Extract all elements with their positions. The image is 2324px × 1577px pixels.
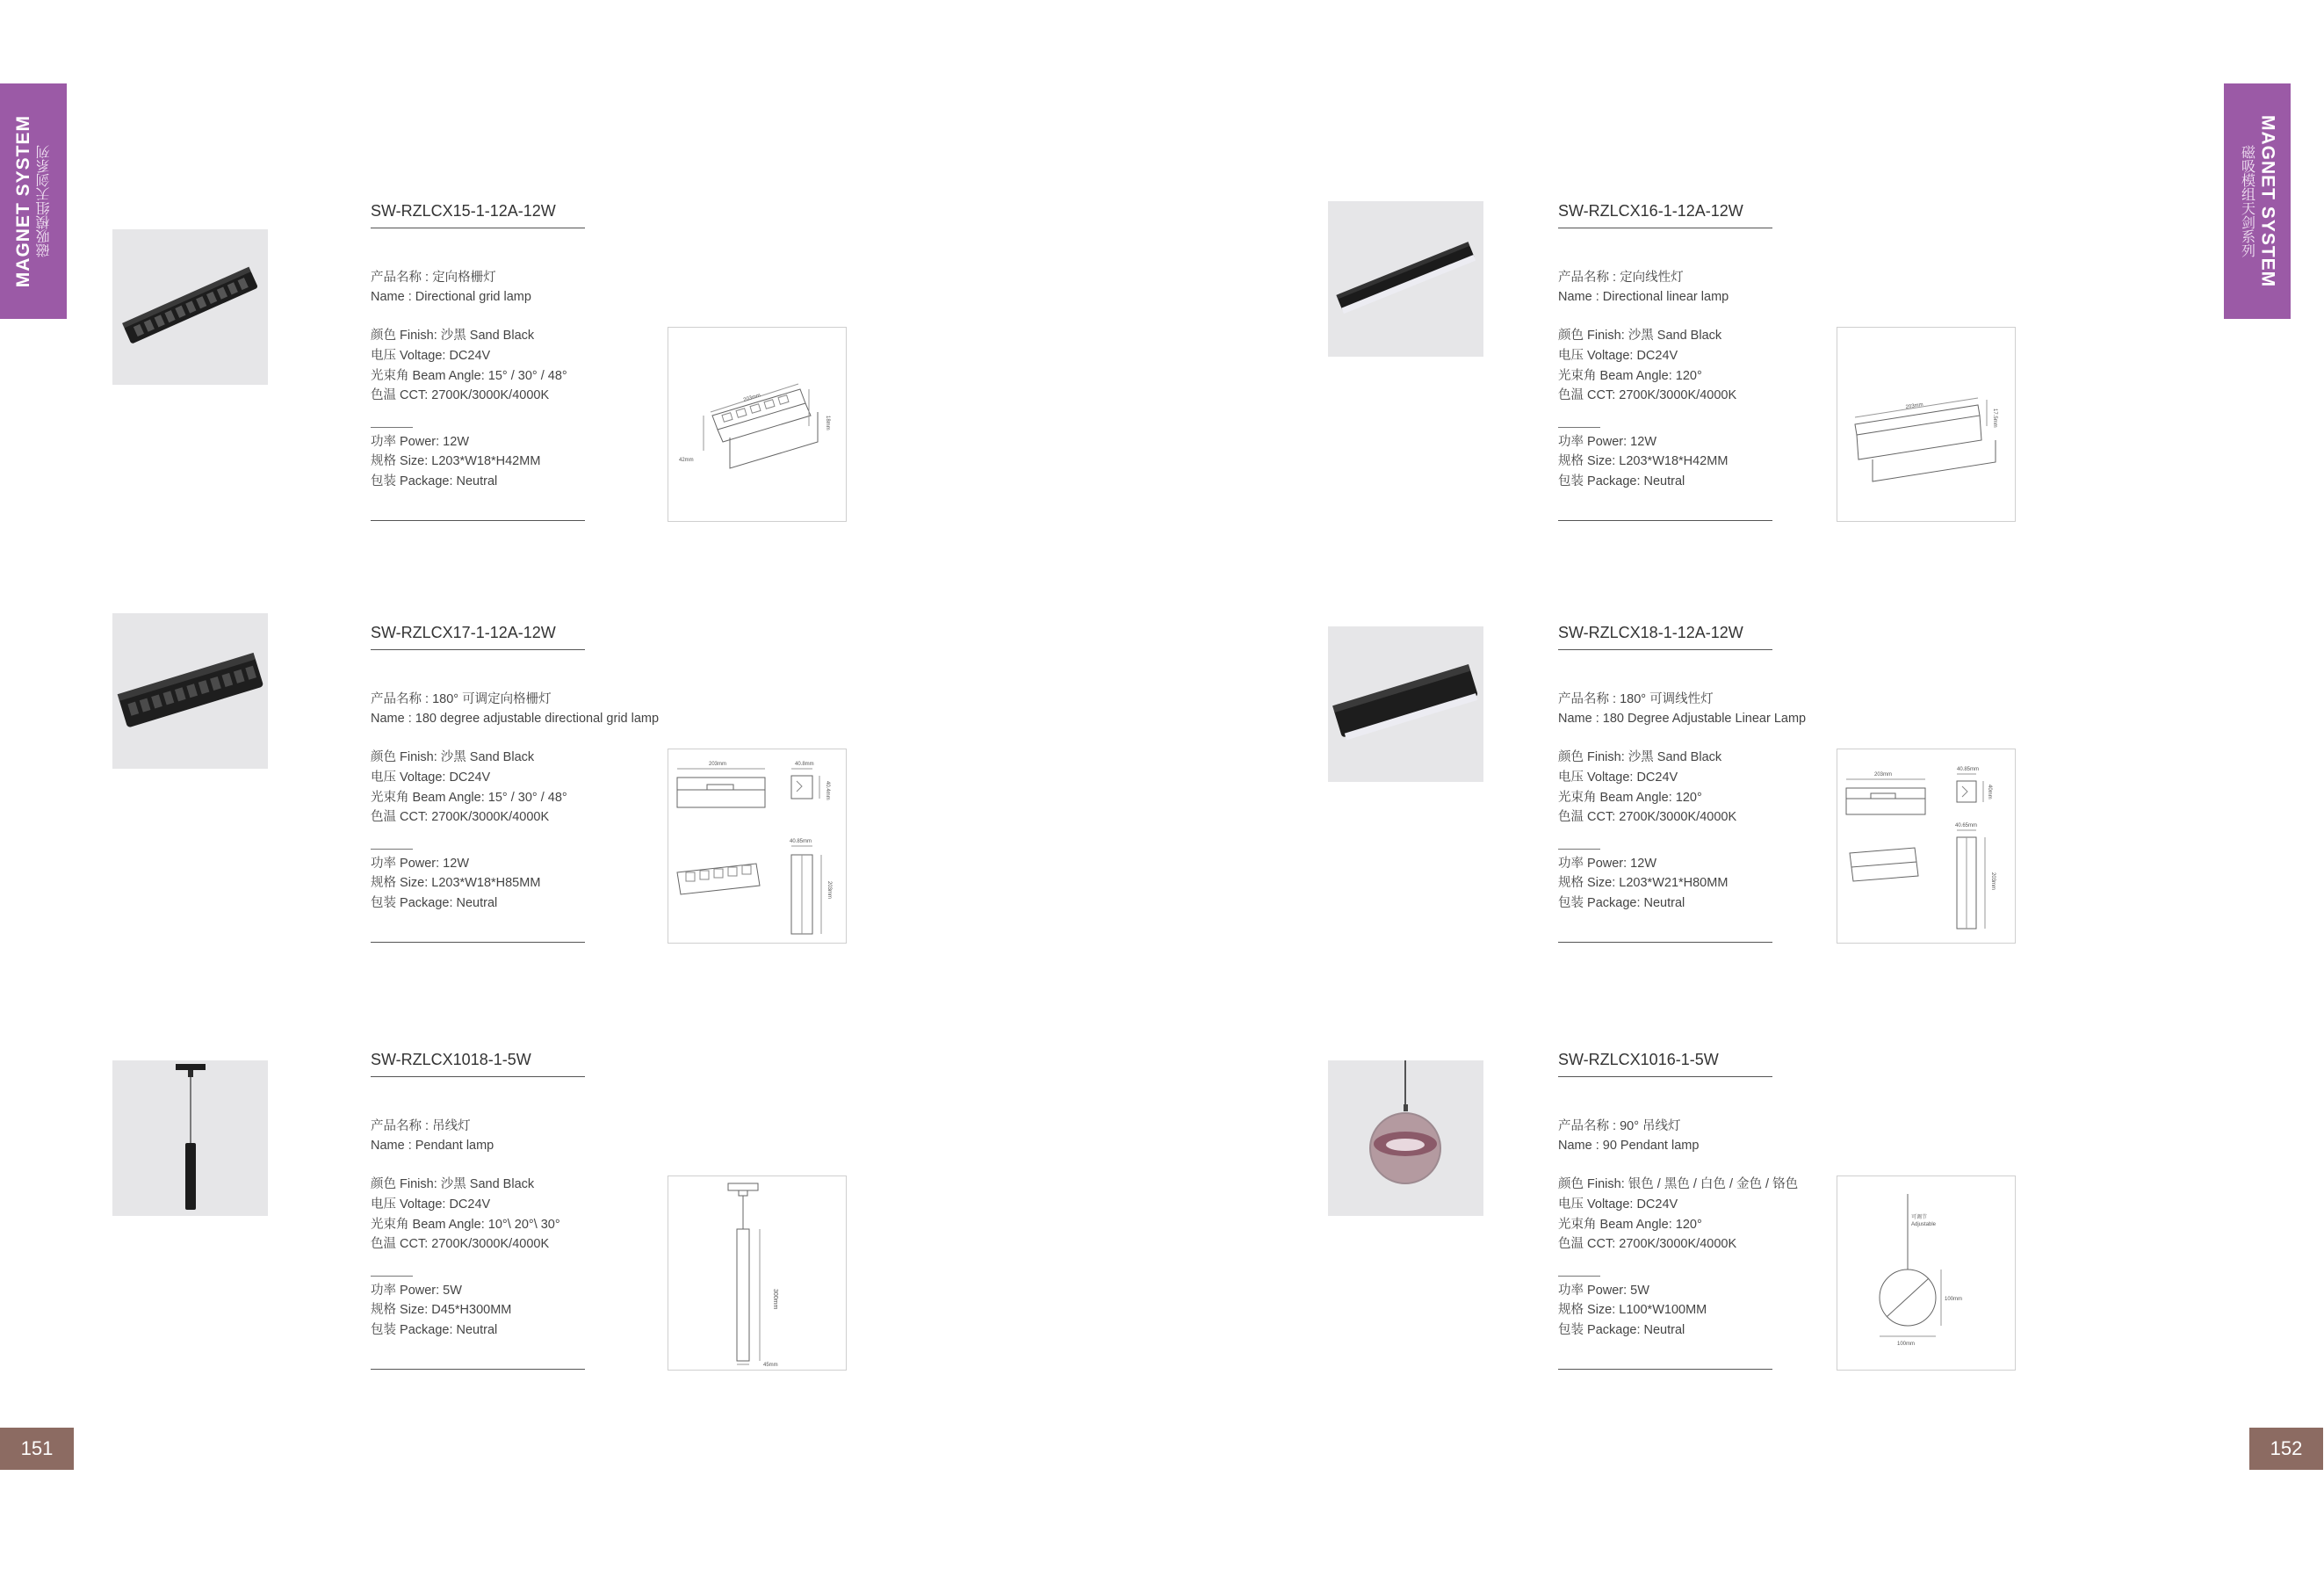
spec-package: 包装 Package: Neutral xyxy=(371,896,498,910)
dim-depth: 40.8mm xyxy=(795,762,814,767)
product-code: SW-RZLCX16-1-12A-12W xyxy=(1558,202,1743,220)
short-divider xyxy=(371,1276,413,1277)
product-code: SW-RZLCX1018-1-5W xyxy=(371,1051,531,1068)
product-name-cn: 产品名称 : 定向格栅灯 xyxy=(371,271,496,285)
spec-package: 包装 Package: Neutral xyxy=(371,1323,498,1337)
spec-voltage: 电压 Voltage: DC24V xyxy=(371,349,491,363)
spec-power: 功率 Power: 12W xyxy=(1558,857,1656,871)
spec-size: 规格 Size: L203*W18*H85MM xyxy=(371,876,541,890)
spec-beam-angle: 光束角 Beam Angle: 120° xyxy=(1558,791,1702,805)
dim-side: 40.65mm xyxy=(1955,823,1978,828)
spec-size: 规格 Size: L203*W18*H42MM xyxy=(1558,454,1729,468)
spec-finish: 颜色 Finish: 沙黑 Sand Black xyxy=(1558,750,1722,764)
divider xyxy=(371,942,585,943)
spec-beam-angle: 光束角 Beam Angle: 15° / 30° / 48° xyxy=(371,791,567,805)
dim-side: 40.85mm xyxy=(790,839,812,844)
product-name-en: Name : 180 Degree Adjustable Linear Lamp xyxy=(1558,712,1807,726)
dim-width: 17.5mm xyxy=(1992,409,1997,428)
spec-voltage: 电压 Voltage: DC24V xyxy=(1558,349,1678,363)
spec-beam-angle: 光束角 Beam Angle: 120° xyxy=(1558,1218,1702,1232)
spec-size: 规格 Size: L203*W21*H80MM xyxy=(1558,876,1729,890)
divider xyxy=(1558,1369,1772,1370)
spec-power: 功率 Power: 12W xyxy=(371,857,469,871)
spec-finish: 颜色 Finish: 沙黑 Sand Black xyxy=(371,1177,535,1191)
dim-side-length: 203mm xyxy=(1990,872,1996,891)
product-name-cn: 产品名称 : 90° 吊线灯 xyxy=(1558,1119,1681,1133)
spec-finish: 颜色 Finish: 沙黑 Sand Black xyxy=(1558,329,1722,343)
dim-height: 40.4mm xyxy=(825,781,830,800)
product-name-en: Name : 90 Pendant lamp xyxy=(1558,1139,1700,1153)
product-name-en: Name : Directional grid lamp xyxy=(371,290,531,304)
spec-package: 包装 Package: Neutral xyxy=(371,474,498,488)
side-tab-left xyxy=(0,83,67,319)
spec-voltage: 电压 Voltage: DC24V xyxy=(1558,1197,1678,1212)
product-code: SW-RZLCX15-1-12A-12W xyxy=(371,202,556,220)
sphere-pendant-diagram-icon xyxy=(1837,1176,2016,1371)
dim-adjustable-cn: 可调节 xyxy=(1911,1215,1928,1220)
spec-power: 功率 Power: 12W xyxy=(1558,435,1656,449)
product-code: SW-RZLCX1016-1-5W xyxy=(1558,1051,1719,1068)
divider xyxy=(371,520,585,521)
dim-length: 203mm xyxy=(742,393,761,403)
pendant-lamp-diagram-icon xyxy=(668,1176,847,1371)
dim-height: 100mm xyxy=(1945,1297,1963,1302)
product-code: SW-RZLCX18-1-12A-12W xyxy=(1558,624,1743,641)
divider xyxy=(371,649,585,650)
spec-cct: 色温 CCT: 2700K/3000K/4000K xyxy=(371,1237,550,1251)
pendant-lamp-icon xyxy=(112,1060,268,1216)
dim-width: 18mm xyxy=(825,416,830,430)
short-divider xyxy=(371,427,413,428)
adjustable-grid-lamp-icon xyxy=(112,613,268,769)
tab-title-en: MAGNET SYSTEM xyxy=(2257,114,2278,288)
product-name-cn: 产品名称 : 吊线灯 xyxy=(371,1119,471,1133)
short-divider xyxy=(371,849,413,850)
spec-size: 规格 Size: D45*H300MM xyxy=(371,1303,512,1317)
divider xyxy=(1558,942,1772,943)
grid-lamp-diagram-icon xyxy=(668,327,847,522)
spec-power: 功率 Power: 12W xyxy=(371,435,469,449)
spec-package: 包装 Package: Neutral xyxy=(1558,896,1685,910)
spec-beam-angle: 光束角 Beam Angle: 15° / 30° / 48° xyxy=(371,369,567,383)
spec-finish: 颜色 Finish: 沙黑 Sand Black xyxy=(371,329,535,343)
spec-beam-angle: 光束角 Beam Angle: 120° xyxy=(1558,369,1702,383)
linear-lamp-icon xyxy=(1328,201,1483,357)
tab-title-cn: 磁吸模组天剑系列 xyxy=(2239,145,2255,257)
spec-voltage: 电压 Voltage: DC24V xyxy=(1558,770,1678,785)
spec-voltage: 电压 Voltage: DC24V xyxy=(371,770,491,785)
dim-height: 40mm xyxy=(1987,785,1992,799)
linear-lamp-diagram-icon xyxy=(1837,327,2016,522)
spec-cct: 色温 CCT: 2700K/3000K/4000K xyxy=(1558,388,1737,402)
dim-height: 300mm xyxy=(772,1289,778,1310)
product-name-cn: 产品名称 : 180° 可调线性灯 xyxy=(1558,692,1714,706)
spec-finish: 颜色 Finish: 沙黑 Sand Black xyxy=(371,750,535,764)
spec-package: 包装 Package: Neutral xyxy=(1558,474,1685,488)
dim-side-length: 203mm xyxy=(826,881,832,900)
spec-size: 规格 Size: L203*W18*H42MM xyxy=(371,454,541,468)
product-name-en: Name : 180 degree adjustable directional grid lamp xyxy=(371,712,660,726)
spec-cct: 色温 CCT: 2700K/3000K/4000K xyxy=(1558,1237,1737,1251)
spec-cct: 色温 CCT: 2700K/3000K/4000K xyxy=(1558,810,1737,824)
sphere-pendant-lamp-icon xyxy=(1328,1060,1483,1216)
dim-depth: 40.85mm xyxy=(1957,767,1980,772)
dim-diameter: 45mm xyxy=(763,1363,778,1368)
adjustable-linear-lamp-diagram-icon xyxy=(1837,749,2016,944)
divider xyxy=(371,1076,585,1077)
spec-voltage: 电压 Voltage: DC24V xyxy=(371,1197,491,1212)
short-divider xyxy=(1558,427,1600,428)
spec-finish: 颜色 Finish: 银色 / 黑色 / 白色 / 金色 / 铬色 xyxy=(1558,1177,1799,1191)
dim-length: 203mm xyxy=(1874,772,1893,778)
dim-length: 203mm xyxy=(709,762,727,767)
page-number-left: 151 xyxy=(0,1428,74,1470)
spec-power: 功率 Power: 5W xyxy=(371,1284,462,1298)
spec-power: 功率 Power: 5W xyxy=(1558,1284,1649,1298)
divider xyxy=(1558,649,1772,650)
spec-cct: 色温 CCT: 2700K/3000K/4000K xyxy=(371,388,550,402)
grid-lamp-icon xyxy=(112,229,268,385)
dim-width: 100mm xyxy=(1897,1342,1916,1347)
short-divider xyxy=(1558,1276,1600,1277)
product-name-en: Name : Pendant lamp xyxy=(371,1139,494,1153)
divider xyxy=(1558,1076,1772,1077)
product-name-cn: 产品名称 : 定向线性灯 xyxy=(1558,271,1684,285)
spec-beam-angle: 光束角 Beam Angle: 10°\ 20°\ 30° xyxy=(371,1218,560,1232)
product-name-cn: 产品名称 : 180° 可调定向格栅灯 xyxy=(371,692,552,706)
spec-size: 规格 Size: L100*W100MM xyxy=(1558,1303,1707,1317)
adjustable-grid-lamp-diagram-icon xyxy=(668,749,847,944)
page-number-right: 152 xyxy=(2249,1428,2323,1470)
dim-length: 203mm xyxy=(1905,401,1924,410)
spec-cct: 色温 CCT: 2700K/3000K/4000K xyxy=(371,810,550,824)
divider xyxy=(1558,520,1772,521)
side-tab-right xyxy=(2224,83,2291,319)
product-code: SW-RZLCX17-1-12A-12W xyxy=(371,624,556,641)
divider xyxy=(371,1369,585,1370)
tab-title-cn: 磁吸模组天剑系列 xyxy=(36,145,52,257)
dim-height: 42mm xyxy=(679,458,694,463)
dim-adjustable-en: Adjustable xyxy=(1911,1222,1937,1227)
spec-package: 包装 Package: Neutral xyxy=(1558,1323,1685,1337)
short-divider xyxy=(1558,849,1600,850)
adjustable-linear-lamp-icon xyxy=(1328,626,1483,782)
tab-title-en: MAGNET SYSTEM xyxy=(12,114,33,288)
product-name-en: Name : Directional linear lamp xyxy=(1558,290,1729,304)
